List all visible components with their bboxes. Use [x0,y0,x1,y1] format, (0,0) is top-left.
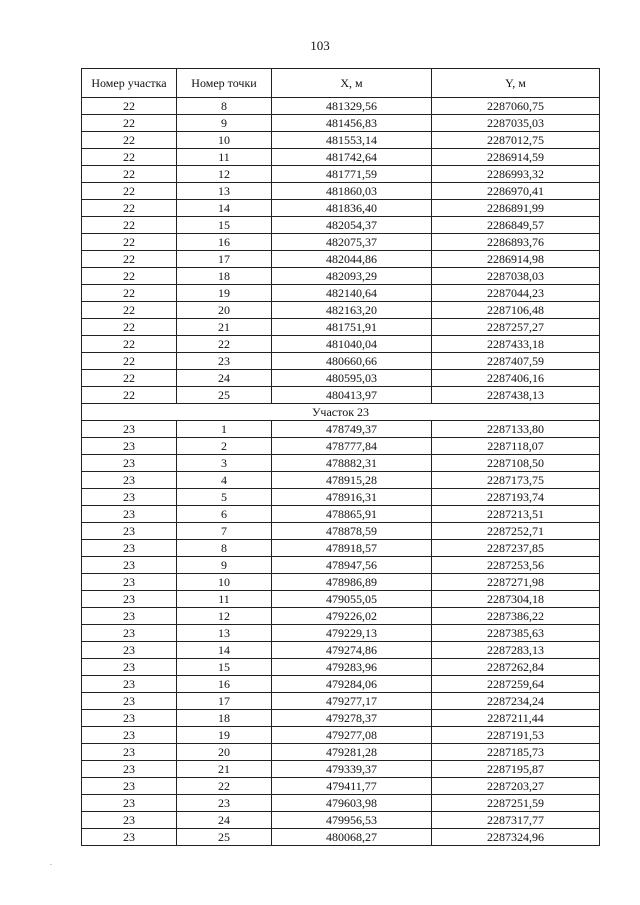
table-row [82,98,600,115]
cell-x: 479284,06 [272,676,432,693]
table-row [82,336,600,353]
cell-point-number: 15 [177,659,272,676]
cell-x: 482075,37 [272,234,432,251]
cell-plot-number: 22 [82,183,177,200]
table-row [82,523,600,540]
cell-x: 482044,86 [272,251,432,268]
cell-plot-number: 23 [82,421,177,438]
cell-y: 2287385,63 [432,625,600,642]
table-row [82,200,600,217]
cell-x: 482140,64 [272,285,432,302]
table-row [82,149,600,166]
cell-plot-number: 23 [82,642,177,659]
cell-y: 2286891,99 [432,200,600,217]
cell-y: 2287386,22 [432,608,600,625]
table-row [82,319,600,336]
table-row [82,591,600,608]
table-row [82,812,600,829]
cell-plot-number: 22 [82,217,177,234]
cell-plot-number: 23 [82,540,177,557]
margin-mark: . [50,858,52,867]
cell-x: 480595,03 [272,370,432,387]
plot-22-rows [82,98,600,404]
cell-plot-number: 23 [82,523,177,540]
cell-x: 479229,13 [272,625,432,642]
cell-y: 2287407,59 [432,353,600,370]
cell-y: 2287060,75 [432,98,600,115]
table-row [82,455,600,472]
cell-y: 2287251,59 [432,795,600,812]
cell-plot-number: 22 [82,370,177,387]
cell-x: 478916,31 [272,489,432,506]
cell-plot-number: 22 [82,336,177,353]
cell-x: 481751,91 [272,319,432,336]
plot-23-rows [82,421,600,846]
cell-y: 2286914,59 [432,149,600,166]
cell-plot-number: 22 [82,251,177,268]
cell-x: 479956,53 [272,812,432,829]
cell-point-number: 14 [177,200,272,217]
cell-plot-number: 22 [82,302,177,319]
table-row [82,540,600,557]
cell-y: 2287271,98 [432,574,600,591]
cell-y: 2287438,13 [432,387,600,404]
cell-y: 2287257,27 [432,319,600,336]
cell-point-number: 16 [177,234,272,251]
header-point-number: Номер точки [177,69,272,98]
cell-point-number: 18 [177,268,272,285]
table-row [82,285,600,302]
table-row [82,387,600,404]
cell-y: 2286993,32 [432,166,600,183]
cell-y: 2287038,03 [432,268,600,285]
cell-x: 479277,08 [272,727,432,744]
cell-y: 2287253,56 [432,557,600,574]
cell-y: 2286970,41 [432,183,600,200]
table-row [82,659,600,676]
cell-plot-number: 22 [82,285,177,302]
cell-point-number: 4 [177,472,272,489]
section-title-row [82,404,600,421]
cell-x: 478986,89 [272,574,432,591]
table-header [82,69,600,98]
page-number: 103 [310,38,330,53]
table-row [82,234,600,251]
cell-x: 479603,98 [272,795,432,812]
cell-point-number: 9 [177,115,272,132]
cell-point-number: 19 [177,727,272,744]
cell-x: 481742,64 [272,149,432,166]
header-x-coordinate: X, м [272,69,432,98]
cell-point-number: 5 [177,489,272,506]
cell-y: 2287133,80 [432,421,600,438]
table-row [82,183,600,200]
cell-plot-number: 23 [82,455,177,472]
cell-point-number: 10 [177,132,272,149]
cell-x: 479281,28 [272,744,432,761]
table-row [82,642,600,659]
cell-x: 480413,97 [272,387,432,404]
cell-point-number: 10 [177,574,272,591]
cell-plot-number: 22 [82,98,177,115]
cell-point-number: 18 [177,710,272,727]
cell-y: 2287317,77 [432,812,600,829]
cell-plot-number: 23 [82,557,177,574]
cell-plot-number: 23 [82,795,177,812]
table-row [82,489,600,506]
cell-point-number: 24 [177,370,272,387]
cell-y: 2287193,74 [432,489,600,506]
table-row [82,472,600,489]
cell-x: 479226,02 [272,608,432,625]
cell-x: 481836,40 [272,200,432,217]
cell-plot-number: 23 [82,574,177,591]
table-row [82,710,600,727]
cell-point-number: 17 [177,693,272,710]
cell-x: 481329,56 [272,98,432,115]
table-row [82,302,600,319]
table-row [82,132,600,149]
cell-y: 2287433,18 [432,336,600,353]
table-row [82,438,600,455]
cell-y: 2287106,48 [432,302,600,319]
cell-y: 2287185,73 [432,744,600,761]
cell-x: 482093,29 [272,268,432,285]
coordinates-table [81,68,600,846]
cell-x: 479339,37 [272,761,432,778]
cell-x: 478865,91 [272,506,432,523]
cell-x: 478915,28 [272,472,432,489]
table-row [82,370,600,387]
cell-point-number: 7 [177,523,272,540]
cell-y: 2287252,71 [432,523,600,540]
cell-x: 478918,57 [272,540,432,557]
section-title: Участок 23 [82,404,600,421]
table-row [82,727,600,744]
cell-point-number: 11 [177,591,272,608]
cell-point-number: 23 [177,353,272,370]
cell-x: 481040,04 [272,336,432,353]
cell-point-number: 14 [177,642,272,659]
cell-point-number: 17 [177,251,272,268]
cell-plot-number: 23 [82,778,177,795]
cell-point-number: 1 [177,421,272,438]
table-row [82,625,600,642]
cell-y: 2287195,87 [432,761,600,778]
cell-plot-number: 22 [82,268,177,285]
cell-plot-number: 23 [82,761,177,778]
cell-point-number: 8 [177,540,272,557]
cell-plot-number: 22 [82,132,177,149]
cell-plot-number: 23 [82,472,177,489]
cell-plot-number: 22 [82,166,177,183]
table-row [82,778,600,795]
table-row [82,574,600,591]
cell-point-number: 20 [177,744,272,761]
table-row [82,693,600,710]
cell-plot-number: 23 [82,812,177,829]
cell-plot-number: 23 [82,829,177,846]
cell-y: 2287173,75 [432,472,600,489]
cell-plot-number: 23 [82,676,177,693]
cell-x: 482163,20 [272,302,432,319]
cell-y: 2287304,18 [432,591,600,608]
cell-x: 478749,37 [272,421,432,438]
cell-point-number: 9 [177,557,272,574]
cell-x: 478878,59 [272,523,432,540]
cell-plot-number: 23 [82,591,177,608]
cell-plot-number: 23 [82,727,177,744]
cell-y: 2286849,57 [432,217,600,234]
cell-x: 480660,66 [272,353,432,370]
cell-point-number: 13 [177,625,272,642]
cell-point-number: 25 [177,829,272,846]
cell-point-number: 22 [177,778,272,795]
cell-y: 2287259,64 [432,676,600,693]
cell-plot-number: 22 [82,115,177,132]
cell-point-number: 8 [177,98,272,115]
cell-plot-number: 22 [82,319,177,336]
table-row [82,353,600,370]
cell-point-number: 22 [177,336,272,353]
cell-point-number: 15 [177,217,272,234]
cell-x: 481860,03 [272,183,432,200]
table-row [82,795,600,812]
table-row [82,268,600,285]
table-row [82,761,600,778]
cell-x: 479277,17 [272,693,432,710]
cell-point-number: 24 [177,812,272,829]
table-row [82,676,600,693]
table-row [82,557,600,574]
plot-23-section-heading [82,404,600,421]
cell-point-number: 16 [177,676,272,693]
table-row [82,217,600,234]
cell-plot-number: 23 [82,608,177,625]
cell-plot-number: 23 [82,506,177,523]
table-row [82,251,600,268]
cell-point-number: 11 [177,149,272,166]
cell-y: 2287211,44 [432,710,600,727]
cell-point-number: 2 [177,438,272,455]
cell-y: 2287044,23 [432,285,600,302]
cell-x: 478882,31 [272,455,432,472]
cell-y: 2287012,75 [432,132,600,149]
cell-plot-number: 22 [82,200,177,217]
table-row [82,115,600,132]
cell-plot-number: 23 [82,744,177,761]
cell-y: 2287283,13 [432,642,600,659]
table-row [82,506,600,523]
cell-x: 479055,05 [272,591,432,608]
cell-y: 2287234,24 [432,693,600,710]
cell-plot-number: 23 [82,625,177,642]
cell-point-number: 21 [177,761,272,778]
cell-point-number: 23 [177,795,272,812]
cell-x: 479274,86 [272,642,432,659]
cell-point-number: 25 [177,387,272,404]
cell-x: 478947,56 [272,557,432,574]
table-row [82,421,600,438]
table-row [82,608,600,625]
cell-x: 481456,83 [272,115,432,132]
cell-y: 2287237,85 [432,540,600,557]
cell-point-number: 3 [177,455,272,472]
cell-plot-number: 22 [82,234,177,251]
cell-point-number: 20 [177,302,272,319]
header-row [82,69,600,98]
cell-y: 2286914,98 [432,251,600,268]
cell-x: 479283,96 [272,659,432,676]
cell-y: 2287118,07 [432,438,600,455]
cell-point-number: 21 [177,319,272,336]
table-row [82,744,600,761]
cell-plot-number: 23 [82,693,177,710]
cell-point-number: 12 [177,166,272,183]
cell-y: 2287262,84 [432,659,600,676]
cell-plot-number: 22 [82,353,177,370]
cell-y: 2287035,03 [432,115,600,132]
cell-x: 482054,37 [272,217,432,234]
cell-x: 479411,77 [272,778,432,795]
cell-x: 481771,59 [272,166,432,183]
cell-plot-number: 22 [82,149,177,166]
cell-x: 478777,84 [272,438,432,455]
table-row [82,829,600,846]
cell-point-number: 19 [177,285,272,302]
header-plot-number: Номер участка [82,69,177,98]
cell-y: 2287406,16 [432,370,600,387]
table-row [82,166,600,183]
cell-y: 2287203,27 [432,778,600,795]
cell-plot-number: 23 [82,710,177,727]
cell-plot-number: 23 [82,489,177,506]
cell-y: 2287324,96 [432,829,600,846]
cell-x: 480068,27 [272,829,432,846]
cell-y: 2287191,53 [432,727,600,744]
header-y-coordinate: Y, м [432,69,600,98]
cell-plot-number: 23 [82,659,177,676]
cell-point-number: 12 [177,608,272,625]
cell-y: 2287213,51 [432,506,600,523]
cell-y: 2287108,50 [432,455,600,472]
cell-x: 479278,37 [272,710,432,727]
cell-y: 2286893,76 [432,234,600,251]
cell-plot-number: 23 [82,438,177,455]
cell-plot-number: 22 [82,387,177,404]
cell-point-number: 6 [177,506,272,523]
cell-x: 481553,14 [272,132,432,149]
cell-point-number: 13 [177,183,272,200]
